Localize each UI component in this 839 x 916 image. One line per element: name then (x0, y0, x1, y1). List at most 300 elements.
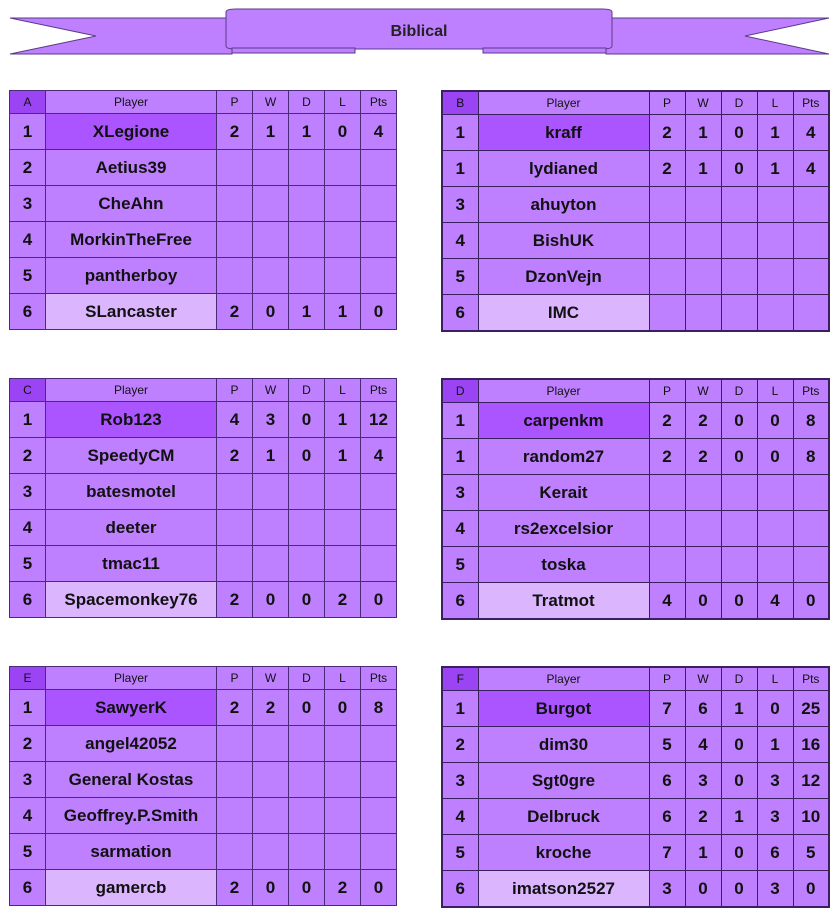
stat-cell-pts (361, 258, 397, 294)
rank-cell: 6 (10, 582, 46, 618)
stat-cell-w (685, 475, 721, 511)
group-letter: A (10, 91, 46, 114)
stat-cell-p (217, 726, 253, 762)
stat-cell-d: 0 (289, 438, 325, 474)
stat-cell-l (757, 187, 793, 223)
group-table-d (441, 378, 830, 620)
player-name-cell: imatson2527 (478, 871, 649, 908)
stat-cell-w: 2 (253, 690, 289, 726)
stat-cell-d (289, 834, 325, 870)
player-name-cell: SpeedyCM (46, 438, 217, 474)
stat-cell-w: 1 (685, 835, 721, 871)
column-header-d: D (289, 91, 325, 114)
stat-cell-pts: 8 (793, 439, 829, 475)
group-table-a (9, 90, 397, 330)
stat-cell-w (685, 187, 721, 223)
table-row (442, 259, 829, 295)
stat-cell-l: 2 (325, 870, 361, 906)
stat-cell-l: 0 (757, 439, 793, 475)
table-row (442, 151, 829, 187)
table-row (442, 583, 829, 620)
column-header-p: P (217, 91, 253, 114)
table-row (442, 115, 829, 151)
column-header-d: D (289, 667, 325, 690)
stat-cell-l: 1 (757, 151, 793, 187)
rank-cell: 2 (10, 726, 46, 762)
column-header-l: L (757, 667, 793, 691)
stat-cell-p: 7 (649, 835, 685, 871)
stat-cell-w (685, 223, 721, 259)
stat-cell-p (649, 259, 685, 295)
stat-cell-pts: 0 (793, 871, 829, 908)
stat-cell-l: 1 (325, 402, 361, 438)
stat-cell-pts: 8 (361, 690, 397, 726)
stat-cell-pts (361, 798, 397, 834)
stat-cell-pts: 25 (793, 691, 829, 727)
stat-cell-d: 0 (289, 870, 325, 906)
column-header-d: D (721, 667, 757, 691)
stat-cell-w (253, 546, 289, 582)
table-row (10, 474, 397, 510)
column-header-d: D (289, 379, 325, 402)
rank-cell: 4 (442, 223, 478, 259)
stat-cell-l (757, 259, 793, 295)
rank-cell: 4 (10, 798, 46, 834)
stat-cell-w (685, 511, 721, 547)
table-row (10, 690, 397, 726)
player-name-cell: kroche (478, 835, 649, 871)
rank-cell: 1 (10, 114, 46, 150)
stat-cell-w: 0 (685, 583, 721, 620)
stat-cell-pts: 4 (793, 151, 829, 187)
column-header-player: Player (478, 667, 649, 691)
stat-cell-p: 4 (649, 583, 685, 620)
column-header-p: P (217, 379, 253, 402)
table-row (442, 691, 829, 727)
player-name-cell: toska (478, 547, 649, 583)
table-row (442, 295, 829, 332)
stat-cell-w: 0 (685, 871, 721, 908)
player-name-cell: random27 (478, 439, 649, 475)
stat-cell-w: 1 (685, 151, 721, 187)
stat-cell-pts (793, 547, 829, 583)
stat-cell-d: 0 (721, 727, 757, 763)
stat-cell-p: 2 (649, 403, 685, 439)
table-header-row (10, 667, 397, 690)
rank-cell: 2 (10, 438, 46, 474)
stat-cell-l (325, 762, 361, 798)
stat-cell-p (649, 511, 685, 547)
table-row (10, 834, 397, 870)
table-row (10, 294, 397, 330)
column-header-p: P (649, 667, 685, 691)
column-header-w: W (685, 379, 721, 403)
column-header-l: L (757, 91, 793, 115)
stat-cell-w (685, 295, 721, 332)
player-name-cell: rs2excelsior (478, 511, 649, 547)
group-letter: C (10, 379, 46, 402)
stat-cell-pts (361, 834, 397, 870)
stat-cell-pts (793, 187, 829, 223)
stat-cell-p (217, 258, 253, 294)
stat-cell-p: 6 (649, 799, 685, 835)
stat-cell-w: 1 (253, 114, 289, 150)
column-header-pts: Pts (361, 667, 397, 690)
table-row (442, 547, 829, 583)
rank-cell: 3 (442, 187, 478, 223)
stat-cell-l (757, 295, 793, 332)
stat-cell-p: 2 (217, 582, 253, 618)
column-header-pts: Pts (361, 91, 397, 114)
stat-cell-p (217, 510, 253, 546)
player-name-cell: carpenkm (478, 403, 649, 439)
stat-cell-w: 1 (685, 115, 721, 151)
table-row (442, 403, 829, 439)
stat-cell-p: 5 (649, 727, 685, 763)
stat-cell-l: 0 (325, 114, 361, 150)
stat-cell-l (757, 547, 793, 583)
stat-cell-pts (793, 511, 829, 547)
player-name-cell: Sgt0gre (478, 763, 649, 799)
stat-cell-pts (361, 186, 397, 222)
rank-cell: 2 (10, 150, 46, 186)
stat-cell-pts: 8 (793, 403, 829, 439)
player-name-cell: Burgot (478, 691, 649, 727)
rank-cell: 6 (442, 295, 478, 332)
stat-cell-d: 0 (721, 871, 757, 908)
stat-cell-pts (361, 546, 397, 582)
player-name-cell: Aetius39 (46, 150, 217, 186)
stat-cell-l (757, 223, 793, 259)
stat-cell-d: 1 (289, 294, 325, 330)
stat-cell-pts (361, 726, 397, 762)
stat-cell-l (325, 798, 361, 834)
stat-cell-w (253, 726, 289, 762)
column-header-l: L (757, 379, 793, 403)
table-row (10, 402, 397, 438)
stat-cell-w: 2 (685, 403, 721, 439)
table-row (442, 187, 829, 223)
stat-cell-l: 1 (325, 294, 361, 330)
player-name-cell: ahuyton (478, 187, 649, 223)
group-letter: F (442, 667, 478, 691)
player-name-cell: batesmotel (46, 474, 217, 510)
player-name-cell: Rob123 (46, 402, 217, 438)
stat-cell-p: 2 (649, 151, 685, 187)
stat-cell-l (757, 511, 793, 547)
stat-cell-pts: 12 (793, 763, 829, 799)
player-name-cell: SawyerK (46, 690, 217, 726)
stat-cell-d: 0 (721, 835, 757, 871)
stat-cell-w: 3 (253, 402, 289, 438)
stat-cell-pts: 12 (361, 402, 397, 438)
table-row (10, 798, 397, 834)
table-row (10, 546, 397, 582)
stat-cell-w (253, 222, 289, 258)
stat-cell-pts (793, 475, 829, 511)
stat-cell-p (217, 798, 253, 834)
page-title: Biblical (390, 23, 448, 40)
stat-cell-l (325, 186, 361, 222)
group-letter: B (442, 91, 478, 115)
stat-cell-w: 2 (685, 439, 721, 475)
stat-cell-pts: 0 (361, 582, 397, 618)
stat-cell-l: 1 (325, 438, 361, 474)
column-header-player: Player (478, 91, 649, 115)
stat-cell-p: 3 (649, 871, 685, 908)
player-name-cell: BishUK (478, 223, 649, 259)
column-header-w: W (685, 667, 721, 691)
stat-cell-w (253, 258, 289, 294)
player-name-cell: kraff (478, 115, 649, 151)
stat-cell-w: 0 (253, 294, 289, 330)
stat-cell-w (685, 547, 721, 583)
stat-cell-l (325, 222, 361, 258)
table-header-row (442, 667, 829, 691)
stat-cell-l: 3 (757, 799, 793, 835)
stat-cell-p: 4 (217, 402, 253, 438)
stat-cell-p: 2 (649, 439, 685, 475)
player-name-cell: CheAhn (46, 186, 217, 222)
rank-cell: 5 (442, 835, 478, 871)
stat-cell-d: 0 (721, 763, 757, 799)
stat-cell-p (217, 186, 253, 222)
stat-cell-pts: 0 (361, 294, 397, 330)
table-row (442, 439, 829, 475)
stat-cell-d: 1 (289, 114, 325, 150)
rank-cell: 3 (10, 762, 46, 798)
stat-cell-l: 4 (757, 583, 793, 620)
rank-cell: 2 (442, 727, 478, 763)
stat-cell-p (217, 762, 253, 798)
table-row (10, 186, 397, 222)
stat-cell-l: 0 (757, 403, 793, 439)
stat-cell-pts: 0 (361, 870, 397, 906)
player-name-cell: Delbruck (478, 799, 649, 835)
stat-cell-pts (793, 223, 829, 259)
stat-cell-l (757, 475, 793, 511)
table-header-row (442, 91, 829, 115)
stat-cell-w (253, 762, 289, 798)
player-name-cell: Tratmot (478, 583, 649, 620)
stat-cell-p (649, 475, 685, 511)
group-letter: D (442, 379, 478, 403)
rank-cell: 5 (442, 547, 478, 583)
stat-cell-d (289, 258, 325, 294)
table-row (10, 150, 397, 186)
stat-cell-l (325, 150, 361, 186)
table-row (442, 727, 829, 763)
column-header-player: Player (46, 379, 217, 402)
rank-cell: 1 (10, 690, 46, 726)
stat-cell-pts: 4 (361, 438, 397, 474)
column-header-w: W (253, 667, 289, 690)
table-header-row (442, 379, 829, 403)
stat-cell-d: 0 (289, 690, 325, 726)
rank-cell: 5 (442, 259, 478, 295)
stat-cell-d: 0 (289, 582, 325, 618)
column-header-pts: Pts (793, 91, 829, 115)
rank-cell: 4 (442, 799, 478, 835)
player-name-cell: tmac11 (46, 546, 217, 582)
table-row (10, 762, 397, 798)
player-name-cell: XLegione (46, 114, 217, 150)
table-row (442, 223, 829, 259)
stat-cell-l (325, 834, 361, 870)
group-table-b (441, 90, 830, 332)
stat-cell-l (325, 726, 361, 762)
stat-cell-w: 2 (685, 799, 721, 835)
stat-cell-d (289, 510, 325, 546)
stat-cell-l: 2 (325, 582, 361, 618)
stat-cell-l: 0 (325, 690, 361, 726)
stat-cell-w (253, 186, 289, 222)
stat-cell-d: 0 (721, 403, 757, 439)
stat-cell-d (721, 511, 757, 547)
stat-cell-p: 2 (217, 438, 253, 474)
table-row (10, 510, 397, 546)
rank-cell: 1 (442, 403, 478, 439)
rank-cell: 4 (442, 511, 478, 547)
player-name-cell: pantherboy (46, 258, 217, 294)
stat-cell-w (685, 259, 721, 295)
group-letter: E (10, 667, 46, 690)
column-header-pts: Pts (793, 379, 829, 403)
stat-cell-p (217, 222, 253, 258)
player-name-cell: dim30 (478, 727, 649, 763)
rank-cell: 3 (10, 474, 46, 510)
table-header-row (10, 379, 397, 402)
stat-cell-d: 1 (721, 691, 757, 727)
player-name-cell: DzonVejn (478, 259, 649, 295)
rank-cell: 4 (10, 510, 46, 546)
stat-cell-p: 7 (649, 691, 685, 727)
column-header-player: Player (478, 379, 649, 403)
stat-cell-d: 0 (289, 402, 325, 438)
stat-cell-d (721, 223, 757, 259)
table-row (10, 258, 397, 294)
stat-cell-pts (793, 259, 829, 295)
column-header-d: D (721, 379, 757, 403)
table-row (10, 114, 397, 150)
rank-cell: 6 (10, 870, 46, 906)
stat-cell-d (721, 259, 757, 295)
stat-cell-w (253, 834, 289, 870)
table-row (10, 870, 397, 906)
rank-cell: 4 (10, 222, 46, 258)
stat-cell-d (289, 762, 325, 798)
stat-cell-p (217, 834, 253, 870)
rank-cell: 5 (10, 546, 46, 582)
stat-cell-p (217, 474, 253, 510)
table-row (10, 726, 397, 762)
stat-cell-w: 0 (253, 870, 289, 906)
stat-cell-p: 2 (649, 115, 685, 151)
table-row (442, 871, 829, 908)
player-name-cell: SLancaster (46, 294, 217, 330)
stat-cell-d: 0 (721, 439, 757, 475)
stat-cell-w (253, 510, 289, 546)
player-name-cell: General Kostas (46, 762, 217, 798)
rank-cell: 6 (442, 871, 478, 908)
stat-cell-p: 6 (649, 763, 685, 799)
column-header-l: L (325, 91, 361, 114)
column-header-w: W (253, 379, 289, 402)
stat-cell-pts: 4 (361, 114, 397, 150)
stat-cell-d (289, 726, 325, 762)
stat-cell-l: 3 (757, 763, 793, 799)
rank-cell: 6 (10, 294, 46, 330)
stat-cell-w (253, 150, 289, 186)
stat-cell-pts (361, 222, 397, 258)
stat-cell-p (649, 187, 685, 223)
stat-cell-p (649, 547, 685, 583)
stat-cell-d (721, 295, 757, 332)
player-name-cell: Spacemonkey76 (46, 582, 217, 618)
stat-cell-d (289, 222, 325, 258)
column-header-p: P (217, 667, 253, 690)
stat-cell-p: 2 (217, 114, 253, 150)
column-header-l: L (325, 667, 361, 690)
column-header-player: Player (46, 91, 217, 114)
column-header-pts: Pts (361, 379, 397, 402)
stat-cell-l: 0 (757, 691, 793, 727)
stat-cell-pts: 16 (793, 727, 829, 763)
stat-cell-l (325, 510, 361, 546)
player-name-cell: Geoffrey.P.Smith (46, 798, 217, 834)
stat-cell-pts: 4 (793, 115, 829, 151)
stat-cell-pts: 5 (793, 835, 829, 871)
stat-cell-pts: 10 (793, 799, 829, 835)
stat-cell-w: 1 (253, 438, 289, 474)
stat-cell-l: 3 (757, 871, 793, 908)
stat-cell-d (289, 186, 325, 222)
stat-cell-d (721, 475, 757, 511)
stat-cell-d: 0 (721, 583, 757, 620)
stat-cell-d (289, 798, 325, 834)
stat-cell-p (649, 223, 685, 259)
stat-cell-l (325, 474, 361, 510)
stat-cell-l: 1 (757, 115, 793, 151)
table-row (442, 475, 829, 511)
rank-cell: 1 (442, 115, 478, 151)
stat-cell-p (217, 546, 253, 582)
rank-cell: 5 (10, 834, 46, 870)
rank-cell: 3 (442, 475, 478, 511)
player-name-cell: MorkinTheFree (46, 222, 217, 258)
table-row (442, 763, 829, 799)
column-header-l: L (325, 379, 361, 402)
table-row (442, 799, 829, 835)
stat-cell-p: 2 (217, 870, 253, 906)
table-row (10, 222, 397, 258)
column-header-p: P (649, 379, 685, 403)
rank-cell: 1 (442, 439, 478, 475)
column-header-pts: Pts (793, 667, 829, 691)
table-row (10, 582, 397, 618)
group-table-f (441, 666, 830, 908)
rank-cell: 1 (442, 151, 478, 187)
player-name-cell: IMC (478, 295, 649, 332)
column-header-w: W (685, 91, 721, 115)
player-name-cell: angel42052 (46, 726, 217, 762)
column-header-player: Player (46, 667, 217, 690)
table-row (10, 438, 397, 474)
rank-cell: 1 (10, 402, 46, 438)
stat-cell-p (649, 295, 685, 332)
stat-cell-d (289, 546, 325, 582)
stat-cell-pts (361, 762, 397, 798)
